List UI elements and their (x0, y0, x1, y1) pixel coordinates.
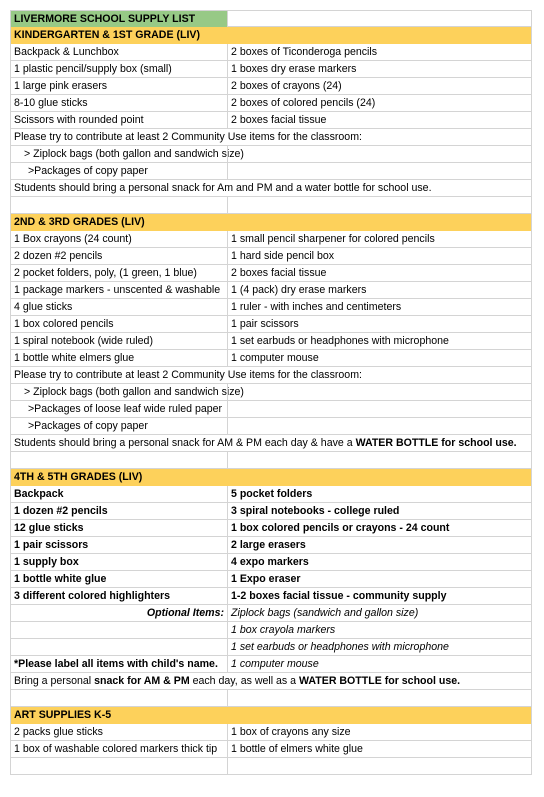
item-cell[interactable]: 1 spiral notebook (wide ruled) (10, 333, 227, 350)
item-cell[interactable]: 1 ruler - with inches and centimeters (227, 299, 532, 316)
blank-row (10, 758, 532, 775)
community-note[interactable]: Please try to contribute at least 2 Community Use items for the classroom: (10, 367, 532, 384)
snack-note[interactable] (10, 435, 532, 452)
item-cell[interactable]: Backpack (10, 486, 227, 503)
item-cell[interactable]: 1 box of washable colored markers thick tip (10, 741, 227, 758)
table-row (10, 571, 532, 588)
label-note[interactable]: *Please label all items with child's name. (10, 656, 227, 673)
item-cell[interactable]: 1 (4 pack) dry erase markers (227, 282, 532, 299)
snack-note-row (10, 435, 532, 452)
item-cell[interactable]: 1-2 boxes facial tissue - community supply (227, 588, 532, 605)
snack-note-row (10, 180, 532, 197)
section-header-row (10, 707, 532, 724)
g45-header[interactable]: 4TH & 5TH GRADES (LIV) (10, 469, 532, 486)
community-item[interactable]: > Ziplock bags (both gallon and sandwich size) (10, 384, 227, 401)
item-cell[interactable]: Scissors with rounded point (10, 112, 227, 129)
optional-row (10, 656, 532, 673)
table-row (10, 265, 532, 282)
table-row (10, 112, 532, 129)
table-row (10, 741, 532, 758)
table-row (10, 282, 532, 299)
community-item-row (10, 146, 532, 163)
table-row (10, 248, 532, 265)
k1-header[interactable]: KINDERGARTEN & 1ST GRADE (LIV) (10, 27, 532, 44)
optional-row (10, 622, 532, 639)
item-cell[interactable]: 4 glue sticks (10, 299, 227, 316)
table-row (10, 503, 532, 520)
community-item-row (10, 401, 532, 418)
community-item[interactable]: >Packages of copy paper (10, 163, 227, 180)
g23-header[interactable]: 2ND & 3RD GRADES (LIV) (10, 214, 532, 231)
blank-row (10, 690, 532, 707)
item-cell[interactable]: 1 set earbuds or headphones with microphone (227, 333, 532, 350)
empty-cell[interactable] (227, 197, 532, 214)
snack-bold: snack for AM & PM (94, 675, 190, 687)
optional-item[interactable]: 1 box crayola markers (227, 622, 532, 639)
snack-note[interactable]: Students should bring a personal snack for Am and PM and a water bottle for school use. (10, 180, 532, 197)
snack-note-text: Students should bring a personal snack for AM & PM each day & have a (14, 437, 356, 449)
table-row (10, 95, 532, 112)
table-row (10, 61, 532, 78)
community-item-row (10, 163, 532, 180)
table-row (10, 588, 532, 605)
empty-cell[interactable] (227, 401, 532, 418)
optional-item[interactable]: 1 set earbuds or headphones with microphone (227, 639, 532, 656)
empty-cell[interactable] (10, 639, 227, 656)
item-cell[interactable]: 3 spiral notebooks - college ruled (227, 503, 532, 520)
empty-cell[interactable] (10, 197, 227, 214)
item-cell[interactable]: 5 pocket folders (227, 486, 532, 503)
empty-cell[interactable] (227, 758, 532, 775)
empty-cell[interactable] (10, 690, 227, 707)
snack-note[interactable] (10, 673, 532, 690)
empty-cell[interactable] (10, 622, 227, 639)
table-row (10, 554, 532, 571)
item-cell[interactable]: 4 expo markers (227, 554, 532, 571)
optional-row (10, 639, 532, 656)
section-header-row (10, 27, 532, 44)
optional-label[interactable]: Optional Items: (10, 605, 227, 622)
item-cell[interactable]: 8-10 glue sticks (10, 95, 227, 112)
title-row (10, 10, 532, 27)
item-cell[interactable]: 2 boxes of crayons (24) (227, 78, 532, 95)
art-header[interactable]: ART SUPPLIES K-5 (10, 707, 532, 724)
item-cell[interactable]: 1 bottle of elmers white glue (227, 741, 532, 758)
item-cell[interactable]: 1 large pink erasers (10, 78, 227, 95)
water-bottle-note: WATER BOTTLE for school use. (355, 437, 517, 449)
item-cell[interactable]: 1 computer mouse (227, 350, 532, 367)
empty-cell[interactable] (227, 146, 532, 163)
snack-text: each day, as well as a (189, 675, 299, 687)
community-note-row (10, 129, 532, 146)
table-row (10, 316, 532, 333)
item-cell[interactable]: 1 pair scissors (10, 537, 227, 554)
empty-cell[interactable] (227, 384, 532, 401)
community-item-row (10, 418, 532, 435)
empty-cell[interactable] (227, 163, 532, 180)
blank-row (10, 197, 532, 214)
community-item[interactable]: >Packages of loose leaf wide ruled paper (10, 401, 227, 418)
empty-cell[interactable] (10, 758, 227, 775)
community-item[interactable]: > Ziplock bags (both gallon and sandwich size) (10, 146, 227, 163)
section-header-row (10, 214, 532, 231)
item-cell[interactable]: 1 bottle white glue (10, 571, 227, 588)
table-row (10, 231, 532, 248)
empty-cell[interactable] (10, 452, 227, 469)
supply-list-sheet (10, 10, 532, 775)
snack-text: Bring a personal (14, 675, 95, 687)
item-cell[interactable]: 2 boxes of colored pencils (24) (227, 95, 532, 112)
table-row (10, 520, 532, 537)
item-cell[interactable]: 1 pair scissors (227, 316, 532, 333)
item-cell[interactable]: 1 small pencil sharpener for colored pencils (227, 231, 532, 248)
optional-item[interactable]: 1 computer mouse (227, 656, 532, 673)
optional-item[interactable]: Ziplock bags (sandwich and gallon size) (227, 605, 532, 622)
item-cell[interactable]: 2 boxes of Ticonderoga pencils (227, 44, 532, 61)
item-cell[interactable]: 1 package markers - unscented & washable (10, 282, 227, 299)
community-note-row (10, 367, 532, 384)
table-row (10, 350, 532, 367)
item-cell[interactable]: 1 supply box (10, 554, 227, 571)
empty-cell[interactable] (227, 452, 532, 469)
item-cell[interactable]: 2 large erasers (227, 537, 532, 554)
community-item-row (10, 384, 532, 401)
snack-note-row (10, 673, 532, 690)
item-cell[interactable]: 1 dozen #2 pencils (10, 503, 227, 520)
table-row (10, 44, 532, 61)
empty-cell[interactable] (227, 690, 532, 707)
item-cell[interactable]: 1 hard side pencil box (227, 248, 532, 265)
water-bottle-note: WATER BOTTLE for school use. (299, 675, 461, 687)
table-row (10, 333, 532, 350)
item-cell[interactable]: 1 box of crayons any size (227, 724, 532, 741)
section-header-row (10, 469, 532, 486)
item-cell[interactable]: 2 packs glue sticks (10, 724, 227, 741)
table-row (10, 537, 532, 554)
empty-cell[interactable] (227, 11, 532, 28)
table-row (10, 78, 532, 95)
item-cell[interactable]: 2 boxes facial tissue (227, 265, 532, 282)
item-cell[interactable]: 2 dozen #2 pencils (10, 248, 227, 265)
item-cell[interactable]: 3 different colored highlighters (10, 588, 227, 605)
item-cell[interactable]: 1 Box crayons (24 count) (10, 231, 227, 248)
item-cell[interactable]: 1 bottle white elmers glue (10, 350, 227, 367)
item-cell[interactable]: Backpack & Lunchbox (10, 44, 227, 61)
blank-row (10, 452, 532, 469)
item-cell[interactable]: 1 box colored pencils (10, 316, 227, 333)
community-item[interactable]: >Packages of copy paper (10, 418, 227, 435)
table-row (10, 724, 532, 741)
empty-cell[interactable] (227, 418, 532, 435)
item-cell[interactable]: 1 boxes dry erase markers (227, 61, 532, 78)
item-cell[interactable]: 2 pocket folders, poly, (1 green, 1 blue) (10, 265, 227, 282)
item-cell[interactable]: 12 glue sticks (10, 520, 227, 537)
sheet-title[interactable]: LIVERMORE SCHOOL SUPPLY LIST (10, 11, 227, 28)
item-cell[interactable]: 2 boxes facial tissue (227, 112, 532, 129)
table-row (10, 299, 532, 316)
item-cell[interactable]: 1 Expo eraser (227, 571, 532, 588)
item-cell[interactable]: 1 plastic pencil/supply box (small) (10, 61, 227, 78)
table-row (10, 486, 532, 503)
optional-row (10, 605, 532, 622)
item-cell[interactable]: 1 box colored pencils or crayons - 24 count (227, 520, 532, 537)
community-note[interactable]: Please try to contribute at least 2 Community Use items for the classroom: (10, 129, 532, 146)
